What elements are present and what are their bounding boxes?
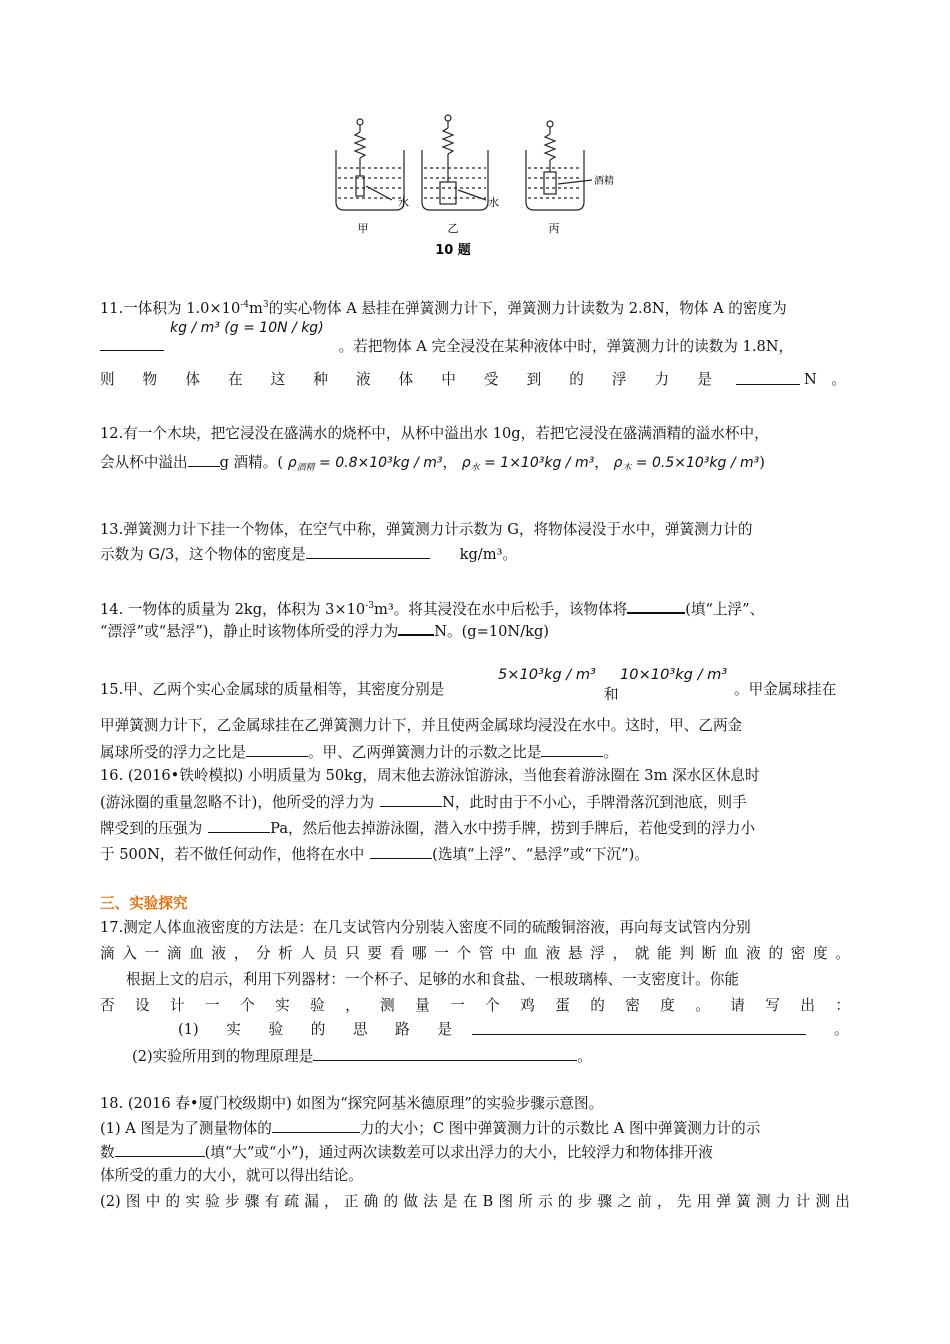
- q17-line2-char: 滴: [100, 945, 115, 962]
- q17-line2-char: 入: [122, 945, 137, 962]
- q18-line5-char: 法: [423, 1193, 438, 1210]
- q18-text-c: 数: [100, 1144, 115, 1161]
- q11-line3-char: 到: [526, 371, 542, 388]
- q17-line2-char: 判: [679, 945, 694, 962]
- q18-line5-char: 计: [795, 1193, 811, 1210]
- q16-text-c: 牌受到的压强为: [100, 820, 203, 837]
- q13-line1: 13.弹簧测力计下挂一个物体，在空气中称，弹簧测力计示数为 G，将物体浸没于水中，弹簧测力计的: [100, 521, 753, 538]
- q15-blank-2[interactable]: [541, 742, 603, 757]
- figure-caption: 10 题: [435, 243, 471, 258]
- q16-text-b: (游泳圈的重量忽略不计)，他所受的浮力为: [100, 794, 375, 811]
- q18-line5-char: 出: [835, 1193, 850, 1210]
- q14-line1: [100, 596, 764, 620]
- q14-blank-1[interactable]: [627, 598, 685, 614]
- q14-text-a: 14. 一物体的质量为 2kg，体积为 3×10: [100, 601, 366, 618]
- q18-line5-char: 弹: [716, 1193, 731, 1210]
- q17-line4-char: 一: [450, 997, 465, 1014]
- q17-line5-char: 验: [268, 1021, 284, 1038]
- label-bing: 丙: [548, 222, 560, 235]
- q18-line5-char: 骤: [244, 1193, 260, 1210]
- q18-line5-char: 正: [343, 1193, 359, 1210]
- q17-line4-char: 蛋: [555, 997, 570, 1014]
- q18-line5: [100, 1192, 850, 1212]
- q17-line4-char: 否: [100, 997, 115, 1014]
- q18-line5-char: B: [482, 1193, 494, 1210]
- label-yi: 乙: [447, 222, 459, 235]
- q17-line2-char: 血: [723, 945, 739, 962]
- q18-line5-char: 示: [538, 1193, 553, 1210]
- q15-line3: [100, 742, 618, 763]
- q18-line5-char: 骤: [597, 1193, 613, 1210]
- q11-line3-char: 这: [270, 371, 286, 388]
- q13-line2: [100, 544, 517, 565]
- q17-line2-char: 。: [835, 945, 850, 962]
- q11-blank-2[interactable]: [736, 370, 800, 385]
- q15-formula-2: 10×10³kg / m³: [620, 666, 728, 683]
- q17-line2-char: 血: [189, 945, 204, 962]
- q12-rho-alcohol: $\rho_{酒精} = 0.8\times 10^3kg / m^3$: [287, 455, 443, 473]
- q17-line4-char: 请: [730, 997, 745, 1014]
- q18-line5-char: 力: [775, 1193, 791, 1210]
- q18-line5-char: 疏: [284, 1193, 299, 1210]
- q17-spread-d: [100, 996, 850, 1016]
- q11-line3-char: 中: [441, 371, 456, 388]
- q17-line2-char: 液: [545, 945, 561, 962]
- q17-line2-char: 中: [501, 945, 516, 962]
- q18-line5-char: 做: [403, 1193, 418, 1210]
- q17-line4-char: 度: [660, 997, 675, 1014]
- alcohol-label: 酒精: [594, 176, 614, 187]
- q17-line4-char: ：: [835, 997, 850, 1014]
- q17-line4-char: 实: [275, 997, 290, 1014]
- q15-text-c3: 。: [603, 744, 619, 761]
- q14-text-a3: (填“上浮”、: [685, 601, 765, 618]
- q17-line2-char: 浮: [590, 945, 605, 962]
- q17-line2-char: 分: [255, 945, 271, 962]
- q17-line2-char: 断: [701, 945, 717, 962]
- q18-blank-2[interactable]: [115, 1142, 205, 1157]
- q18-line5-char: 簧: [736, 1193, 751, 1210]
- q18-line5-char: 所: [518, 1193, 533, 1210]
- q14-exp: -3: [365, 601, 374, 611]
- q17-line2-char: 一: [144, 945, 160, 962]
- q18-line5-char: 先: [676, 1193, 692, 1210]
- q18-line5-char: 漏: [304, 1193, 319, 1210]
- q17-line4-char: ，: [345, 997, 360, 1014]
- q14-text-b2: N。(g=10N/kg): [434, 623, 549, 640]
- q17-line1: 17.测定人体血液密度的方法是：在几支试管内分别装入密度不同的硫酸铜溶液，再向每支试管内分别: [100, 919, 751, 936]
- q17-line2-char: 血: [523, 945, 538, 962]
- q17-line2-char: 管: [478, 945, 494, 962]
- q18-line5-char: 图: [125, 1193, 141, 1210]
- q18-blank-1[interactable]: [272, 1118, 360, 1133]
- q12-rho-water: $\rho_水 = 1\times 10^3kg / m^3$: [461, 455, 595, 473]
- q13-blank[interactable]: [306, 544, 430, 559]
- q18-line5-char: 用: [696, 1193, 712, 1210]
- q11-line3-char: 体: [185, 371, 200, 388]
- q15-line2: 甲弹簧测力计下，乙金属球挂在乙弹簧测力计下，并且使两金属球均浸没在水中。这时，甲、乙两金: [100, 717, 743, 734]
- q17-line5-char: 路: [395, 1021, 410, 1038]
- q11-unit-formula: kg / m³ (g = 10N / kg): [170, 320, 324, 336]
- q16-line1: 16. (2016•铁岭模拟) 小明质量为 50kg，周末他去游泳馆游泳，当他套着游泳圈在 3m 深水区休息时: [100, 767, 760, 784]
- q18-line5-char: 步: [224, 1193, 240, 1210]
- q17-spread-e: [178, 1020, 452, 1040]
- q18-line5-char: 是: [442, 1193, 458, 1210]
- q11-line3-char: 液: [355, 371, 371, 388]
- q16-text-b2: N，此时由于不小心，手牌滑落沉到池底，则手: [442, 794, 747, 811]
- q16-text-d: 于 500N，若不做任何动作，他将在水中: [100, 846, 365, 863]
- q11-line3-char: 浮: [611, 371, 627, 388]
- q11-line3-char: 物: [142, 371, 158, 388]
- q14-text-b: “漂浮”或“悬浮”)，静止时该物体所受的浮力为: [100, 623, 399, 640]
- q15-text-a: 15.甲、乙两个实心金属球的质量相等，其密度分别是: [100, 681, 445, 698]
- q16-blank-2[interactable]: [208, 818, 270, 833]
- q15-formula-1: 5×10³kg / m³: [498, 666, 596, 683]
- q12-text-b2: g 酒精。(: [219, 454, 284, 471]
- q18-line5-char: 前: [637, 1193, 652, 1210]
- q17-line2-char: 的: [768, 945, 784, 962]
- q11-line3-char: 则: [100, 371, 115, 388]
- q18-line5-char: 的: [557, 1193, 573, 1210]
- q17-line4-char: 个: [240, 997, 255, 1014]
- q17-text-f: (2)实验所用到的物理原理是: [132, 1048, 314, 1065]
- q17-line2-char: 液: [746, 945, 761, 962]
- q18-line5-char: 实: [185, 1193, 200, 1210]
- q17-line2-char: 哪: [411, 945, 427, 962]
- q17-line4-char: 写: [765, 997, 780, 1014]
- q18-line3: [100, 1142, 713, 1163]
- q14-text-a2: m³。将其浸没在水中后松手，该物体将: [374, 601, 628, 618]
- q16-line4: [100, 844, 649, 865]
- q15-and: 和: [604, 686, 619, 703]
- q17-line4-char: 的: [590, 997, 605, 1014]
- q18-line2: [100, 1118, 760, 1139]
- q17-line4-char: 一: [205, 997, 220, 1014]
- q12-line1: 12.有一个木块，把它浸没在盛满水的烧杯中，从杯中溢出水 10g，若把它浸没在盛满酒精的溢水杯中，: [100, 425, 769, 442]
- q17-line5-char: 思: [352, 1021, 368, 1038]
- q17-line4-char: 设: [135, 997, 150, 1014]
- q15-text-end: 。甲金属球挂在: [734, 681, 837, 698]
- q17-line6: [132, 1046, 592, 1067]
- q18-line5-char: 有: [264, 1193, 280, 1210]
- q17-line4-char: 。: [695, 997, 710, 1014]
- q18-line5-char: 图: [498, 1193, 514, 1210]
- q11-line3: [100, 370, 846, 390]
- q18-line5-char: (2): [100, 1193, 121, 1210]
- q13-text-end: kg/m³。: [459, 546, 518, 563]
- q11-line1: [100, 295, 787, 319]
- q17-line2-char: 密: [790, 945, 806, 962]
- q17-line2-char: ，: [612, 945, 628, 962]
- q17-line2-char: 就: [634, 945, 650, 962]
- q17-line5-char: 是: [437, 1021, 452, 1038]
- q17-line4-char: 量: [415, 997, 430, 1014]
- q17-line3: 根据上文的启示，利用下列器材：一个杯子、足够的水和食盐、一根玻璃棒、一支密度计。你能: [126, 971, 739, 988]
- q11-text-a3: 的实心物体 A 悬挂在弹簧测力计下，弹簧测力计读数为 2.8N，物体 A 的密度为: [268, 300, 787, 317]
- q17-line2-char: 滴: [166, 945, 182, 962]
- q16-line2: [100, 792, 747, 813]
- q15-text-c: 属球所受的浮力之比是: [100, 744, 246, 761]
- q17-line2-char: 个: [456, 945, 472, 962]
- q11-line3-char: 在: [227, 371, 243, 388]
- q17-line4-char: 测: [380, 997, 395, 1014]
- label-jia: 甲: [357, 222, 369, 235]
- q17-line2-char: 能: [657, 945, 672, 962]
- q17-line4-char: 出: [800, 997, 815, 1014]
- q18-line5-char: 中: [145, 1193, 161, 1210]
- q11-spread-text: [100, 370, 712, 390]
- q16-line3: [100, 818, 755, 839]
- q17-line2-char: 人: [300, 945, 316, 962]
- q18-text-b2: 力的大小；C 图中弹簧测力计的示数比 A 图中弹簧测力计的示: [359, 1120, 761, 1137]
- q12-blank[interactable]: [188, 452, 220, 467]
- q16-text-c2: Pa，然后他去掉游泳圈，潜入水中捞手牌，捞到手牌后，若他受到的浮力小: [270, 820, 756, 837]
- q17-line2-char: 液: [211, 945, 227, 962]
- q11-text-a: 11.一体积为 1.0×10: [100, 300, 241, 317]
- q11-line3-char: 力: [654, 371, 670, 388]
- q11-line2: [100, 336, 793, 357]
- q11-line3-char: 的: [569, 371, 584, 388]
- q14-line2: [100, 620, 549, 642]
- q17-line2-char: 悬: [567, 945, 583, 962]
- q18-text-b: (1) A 图是为了测量物体的: [100, 1120, 272, 1137]
- q18-line5-char: 之: [617, 1193, 632, 1210]
- q12-close: ): [759, 454, 765, 471]
- q11-line3-char: 受: [483, 371, 499, 388]
- q17-blank-2[interactable]: [313, 1046, 577, 1061]
- spring-scale-figure: [330, 112, 640, 262]
- q11-line3-char: 是: [697, 371, 712, 388]
- q17-spread-b: [100, 944, 850, 964]
- q17-line2-char: 员: [322, 945, 338, 962]
- q12-rho-wood: $\rho_木 = 0.5\times 10^3kg / m^3$: [613, 455, 760, 473]
- q17-line5-char: 实: [226, 1021, 241, 1038]
- q18-spread-e: [100, 1192, 850, 1212]
- q17-line5: [178, 1020, 849, 1040]
- q17-line2-char: ，: [233, 945, 249, 962]
- q11-line3-char: 种: [313, 371, 328, 388]
- q18-line4: 体所受的重力的大小，就可以得出结论。: [100, 1167, 363, 1184]
- q16-text-d2: (选填“上浮”、“悬浮”或“下沉”)。: [432, 846, 649, 863]
- q15-blank-1[interactable]: [246, 742, 308, 757]
- q17-line5-char: 的: [310, 1021, 326, 1038]
- q16-blank-1[interactable]: [380, 792, 442, 807]
- q17-line2-char: 只: [345, 945, 360, 962]
- q12-line2: 会从杯中溢出 g 酒精。( $\rho_{酒精} = 0.8\times 10^3kg / m^3$， $\rho_水 = 1\times 10^3kg / m^3$， $\rho_木 = 0.5\times 10^3kg / m^3$): [100, 454, 765, 473]
- q17-line2-char: 度: [813, 945, 828, 962]
- q18-text-c2: (填“大”或“小”)，通过两次读数差可以求出浮力的大小，比较浮力和物体排开液: [204, 1144, 713, 1161]
- q17-line2-char: 要: [367, 945, 382, 962]
- q18-line5-char: 的: [383, 1193, 399, 1210]
- q16-blank-3[interactable]: [370, 844, 432, 859]
- q11-text-a2: m: [249, 300, 263, 317]
- q17-text-e-end: 。: [834, 1021, 849, 1038]
- q17-line4-char: 密: [625, 997, 640, 1014]
- q17-line2: [100, 944, 850, 964]
- q17-line4-char: 验: [310, 997, 325, 1014]
- q11-line3-char: 体: [398, 371, 414, 388]
- q15-line1: [100, 680, 444, 700]
- q17-blank-1[interactable]: [472, 1020, 806, 1035]
- q17-line2-char: 看: [389, 945, 405, 962]
- q12-text-b: 会从杯中溢出: [100, 454, 188, 471]
- water-label-2: 水: [488, 196, 499, 209]
- q18-line5-char: 步: [577, 1193, 593, 1210]
- q17-line4-char: 鸡: [520, 997, 535, 1014]
- q11-exp: -4: [240, 300, 250, 310]
- q11-text-b: 。若把物体 A 完全浸没在某种液体中时，弹簧测力计的读数为 1.8N，: [338, 338, 794, 355]
- q14-blank-2[interactable]: [398, 620, 434, 636]
- water-label-1: 水: [398, 196, 409, 209]
- q18-line5-char: ，: [656, 1193, 672, 1210]
- q11-text-end: N 。: [804, 371, 846, 388]
- q18-line5-char: ，: [324, 1193, 339, 1210]
- q17-line5-char: (1): [178, 1021, 199, 1038]
- q15-text-c2: 。甲、乙两弹簧测力计的示数之比是: [307, 744, 542, 761]
- q18-line5-char: 测: [815, 1193, 831, 1210]
- q17-line4-char: 计: [170, 997, 185, 1014]
- q17-line4: [100, 996, 850, 1016]
- q17-line2-char: 析: [278, 945, 293, 962]
- q13-text-b: 示数为 G/3，这个物体的密度是: [100, 546, 306, 563]
- section-title: 三、实验探究: [100, 895, 188, 912]
- q18-line5-char: 确: [363, 1193, 379, 1210]
- q17-text-f-end: 。: [577, 1048, 592, 1065]
- q18-line5-char: 在: [462, 1193, 478, 1210]
- q11-exp2: 3: [262, 300, 269, 310]
- q17-line2-char: 一: [434, 945, 449, 962]
- q18-line1: 18. (2016 春•厦门校级期中) 如图为“探究阿基米德原理”的实验步骤示意图。: [100, 1095, 604, 1112]
- q18-line5-char: 测: [756, 1193, 771, 1210]
- q18-line5-char: 验: [205, 1193, 220, 1210]
- q11-blank-1[interactable]: [100, 336, 164, 351]
- q17-line4-char: 个: [485, 997, 500, 1014]
- q18-line5-char: 的: [165, 1193, 181, 1210]
